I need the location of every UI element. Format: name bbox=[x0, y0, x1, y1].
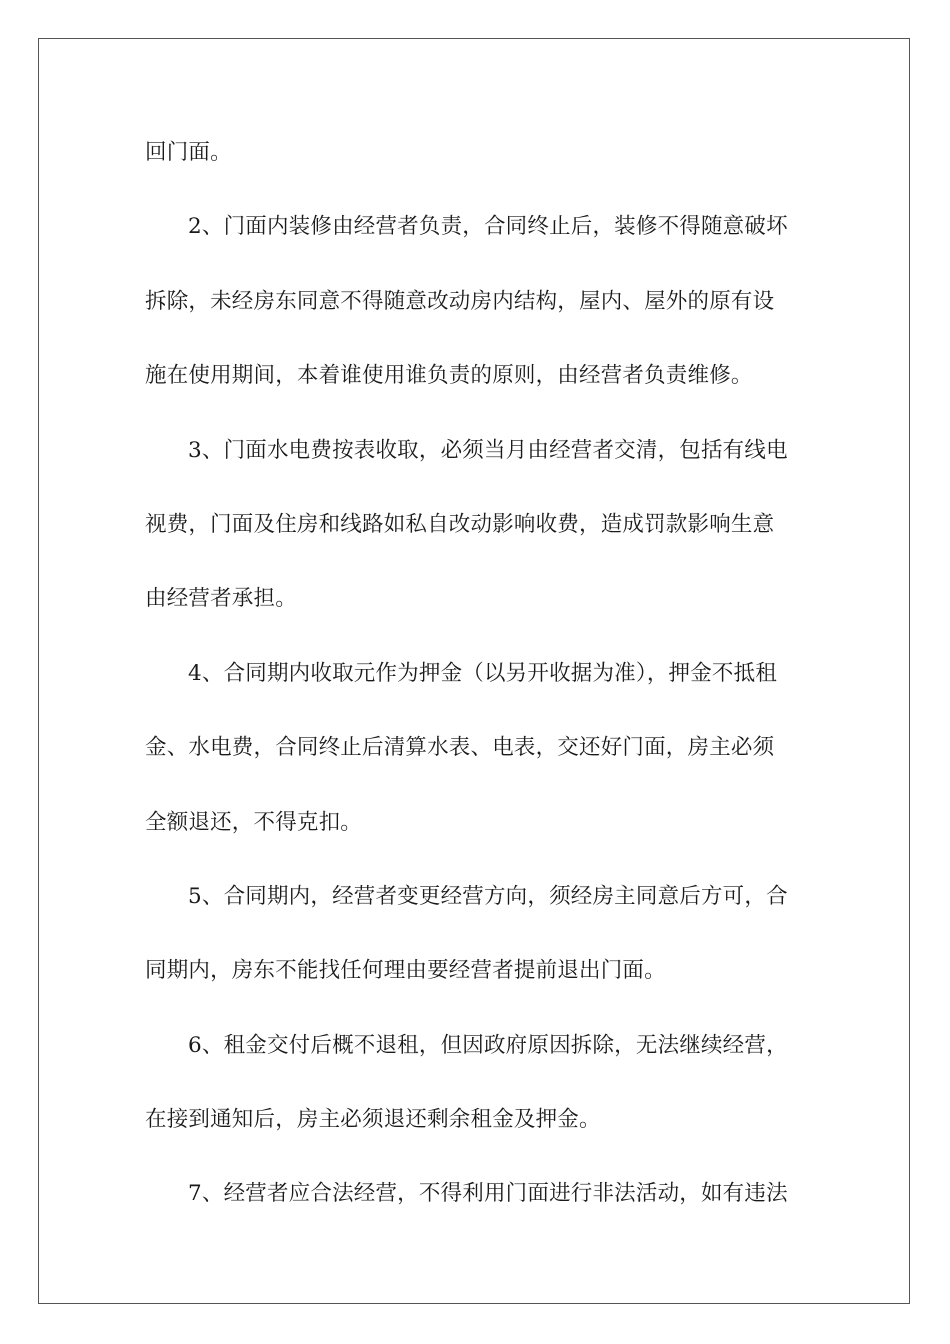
text-line: 施在使用期间，本着谁使用谁负责的原则，由经营者负责维修。 bbox=[145, 363, 753, 389]
text-line: 5、合同期内，经营者变更经营方向，须经房主同意后方可，合 bbox=[188, 883, 788, 909]
document-body bbox=[145, 131, 825, 1247]
text-line: 3、门面水电费按表收取，必须当月由经营者交清，包括有线电 bbox=[188, 437, 788, 463]
text-line: 7、经营者应合法经营，不得利用门面进行非法活动，如有违法 bbox=[188, 1181, 788, 1207]
text-line: 在接到通知后，房主必须退还剩余租金及押金。 bbox=[145, 1107, 601, 1133]
text-line: 视费，门面及住房和线路如私自改动影响收费，造成罚款影响生意 bbox=[145, 511, 775, 537]
text-line: 同期内，房东不能找任何理由要经营者提前退出门面。 bbox=[145, 958, 666, 984]
text-line: 6、租金交付后概不退租，但因政府原因拆除，无法继续经营， bbox=[188, 1032, 788, 1058]
text-line: 回门面。 bbox=[145, 140, 232, 165]
text-line: 2、门面内装修由经营者负责，合同终止后，装修不得随意破坏 bbox=[188, 214, 788, 240]
text-line: 由经营者承担。 bbox=[145, 586, 297, 612]
text-line: 金、水电费，合同终止后清算水表、电表，交还好门面，房主必须 bbox=[145, 735, 775, 761]
text-line: 4、合同期内收取元作为押金（以另开收据为准），押金不抵租 bbox=[188, 660, 778, 686]
text-line: 拆除，未经房东同意不得随意改动房内结构，屋内、屋外的原有设 bbox=[145, 288, 775, 314]
text-line: 全额退还，不得克扣。 bbox=[145, 809, 363, 835]
